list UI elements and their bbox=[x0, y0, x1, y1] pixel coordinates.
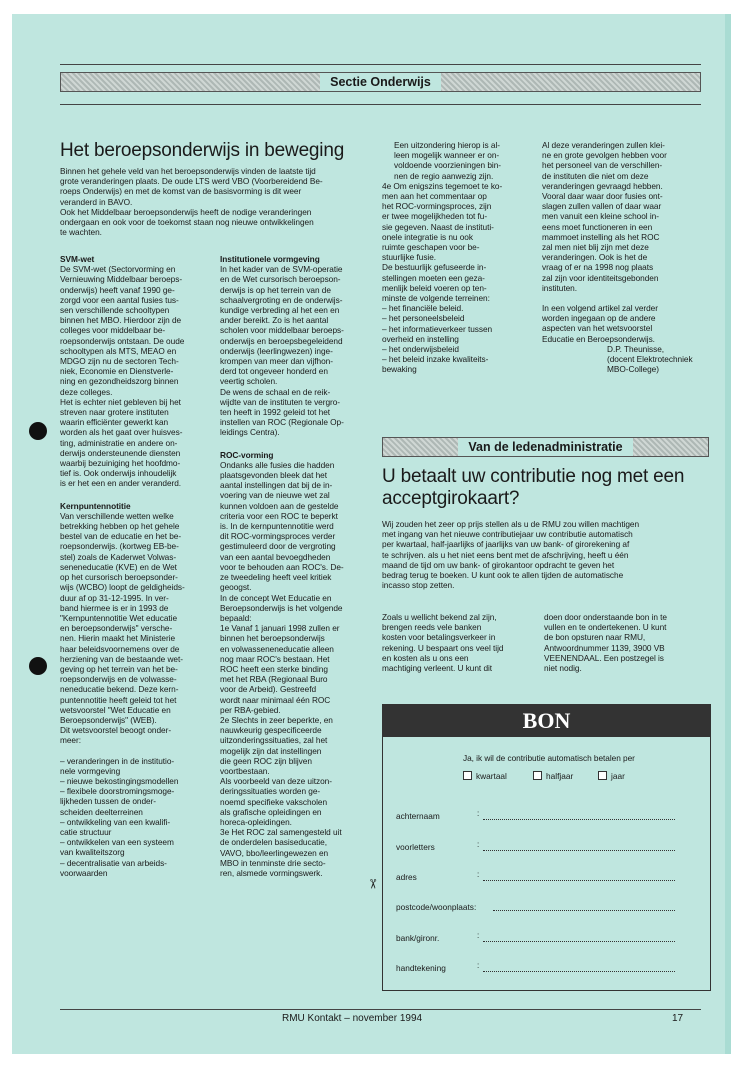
paragraph: Al deze veranderingen zullen klei- ne en grote gevolgen hebben voor het personeel van de verschillen- de instituten die niet om deze veranderingen gevraagd hebben. Vooral daar waar door fusies ont- slagen zullen vallen of daar waar men vanuit een kleine school in- eens moet functioneren in een mammoet instelling als het ROC zal men niet blij zijn met deze veranderingen. Ook is het de vraag of er na 1998 nog plaats zal zijn voor identiteitsgebonden instituten. bbox=[542, 140, 667, 293]
paragraph: Zoals u wellicht bekend zal zijn, brengen reeds vele banken kosten voor betalingsverkeer in rekening. U bespaart ons veel tijd en kosten als u ons een machtiging verleent. U kunt dit bbox=[382, 612, 504, 674]
paragraph: doen door onderstaande bon in te vullen en te ondertekenen. U kunt de bon opsturen naar RMU, Antwoordnummer 1139, 3900 VB VEENENDAAL. Een postzegel is niet nodig. bbox=[544, 612, 667, 674]
field-adres-input[interactable] bbox=[483, 872, 675, 881]
punch-hole bbox=[29, 422, 47, 440]
punch-hole bbox=[29, 657, 47, 675]
paragraph: Ondanks alle fusies die hadden plaatsgevonden bleek dat het aantal instellingen dat bij de in- voering van de nieuwe wet zal kunnen voldoen aan de gestelde criteria voor een ROC te beperkt is. In de kernpuntennotitie werd dit ROC-vormingsproces verder gestimuleerd door de vergroting van een aantal bevoegdheden voor te behouden aan ROC's. De- ze tweedeling heeft veel kritiek geoogst. In de concept Wet Educatie en Beroepsonderwijs is het volgende bepaald: bbox=[220, 459, 344, 623]
scissors-icon: ✂ bbox=[365, 878, 381, 890]
footer-rule bbox=[60, 1009, 701, 1010]
subheading-kernpuntennotitie: Kernpuntennotitie bbox=[60, 500, 131, 511]
section-header-ledenadministratie bbox=[382, 437, 709, 457]
numbered-list: 1e Vanaf 1 januari 1998 zullen er binnen het beroepsonderwijs en volwasseneneducatie alleen nog maar ROC's bestaan. Het ROC heeft een sterke binding met het RBA (Regionaal Buro voor de Arbeid). Gestreefd wordt naar minimaal één ROC per RBA-gebied. 2e Slechts in zeer beperkte, en nauwkeurig gespecificeerde uitzonderingssituaties, zal het mogelijk zijn dat instellingen die geen ROC zijn blijven voortbestaan. Als voorbeeld van deze uitzon- deringssituaties worden ge- noemd specifieke vakscholen als grafische opleidingen en horeca-opleidingen. 3e Het ROC zal samengesteld uit de onderdelen basiseducatie, VAVO, bbo/leerlingewezen en MBO in tenminste drie secto- ren, alsmede vormingswerk. bbox=[220, 623, 342, 878]
field-label-achternaam: achternaam bbox=[396, 811, 440, 821]
bon-coupon: BON Ja, ik wil de contributie automatisch betalen per kwartaal halfjaar jaar achternaam : voorletters : adres : postcode/woonplaats: bank/gironr. : handtekening : bbox=[382, 704, 711, 991]
magazine-page bbox=[12, 14, 731, 1054]
paragraph: Een uitzondering hierop is al- leen mogelijk wanneer er on- voldoende voorzieningen bin- nen de regio aanwezig zijn. bbox=[394, 140, 501, 181]
page-number: 17 bbox=[672, 1013, 684, 1024]
subheading-institutionele-vormgeving: Institutionele vormgeving bbox=[220, 254, 320, 264]
author-signature: D.P. Theunisse, (docent Elektrotechniek MBO-College) bbox=[607, 343, 693, 375]
field-achternaam-input[interactable] bbox=[483, 811, 675, 820]
paragraph: In het kader van de SVM-operatie en de Wet cursorisch beroepson- derwijs is op het terrein van de schaalvergroting en de onderwijs- kundige verbreding al het een en ander bereikt. Zo is het aantal scholen voor middelbaar beroeps- onderwijs en beroepsbegeleidend onderwijs (leerlingwezen) inge- krompen van meer dan vijfhon- derd tot ongeveer honderd en veertig scholen. De wens de schaal en de reik- wijdte van de instituten te vergro- ten heeft in 1992 geleid tot het instellen van ROC (Regionale Op- leidings Centra). bbox=[220, 264, 344, 438]
paragraph: Van verschillende wetten welke betrekking hebben op het gehele bestel van de educatie en het be- roepsonderwijs. (kortweg EB-be- stel) zoals de Kaderwet Volwas- seneneducatie (KVE) en de Wet op het cursorisch beroepsonder- wijs (WCBO) loopt de geldigheids- duur af op 31-12-1995. In ver- band hiermee is er in 1993 de "Kernpuntennotitie Wet educatie en beroepsonderwijs" versche- nen. Hierin maakt het Ministerie haar beleidsvoornemens over de herziening van de bestaande wet- geving op het terrein van het be- roepsonderwijs en de volwasse- neneducatie bekend. Deze kern- puntennotitie heeft geleid tot het wetsvoorstel "Wet Educatie en Beroepsonderwijs" (WEB). Dit wetsvoorstel beoogt onder- meer: bbox=[60, 510, 185, 746]
option-kwartaal[interactable]: kwartaal bbox=[463, 771, 507, 781]
footer-title: RMU Kontakt – november 1994 bbox=[282, 1013, 423, 1024]
field-label-handtekening: handtekening bbox=[396, 963, 446, 973]
article-title: Het beroepsonderwijs in beweging bbox=[60, 140, 345, 161]
field-label-voorletters: voorletters bbox=[396, 842, 435, 852]
paragraph: De SVM-wet (Sectorvorming en Vernieuwing Middelbaar beroeps- onderwijs) heeft vanaf 1990 ge- zorgd voor een aantal fusies tus- sen verschillende schooltypen binnen het MBO. Hierdoor zijn de colleges voor middelbaar be- roepsonderwijs ontstaan. De oude schooltypen als MTS, MEAO en MDGO zijn nu de sectoren Tech- niek, Economie en Dienstverle- ning en gezondheidszorg binnen deze colleges. Het is echter niet gebleven bij het streven naar grotere instituten waarin efficiënter gewerkt kan worden als het gaat over huisves- ting, administratie en andere on- derwijs ondersteunende diensten waarbij bezuiniging het hoofdmo- tief is. Ook onderwijs inhoudelijk is er het een en ander veranderd. bbox=[60, 264, 185, 489]
section-title: Van de ledenadministratie bbox=[458, 438, 632, 456]
field-voorletters-input[interactable] bbox=[483, 842, 675, 851]
column-2 bbox=[220, 254, 380, 878]
field-label-bank: bank/gironr. bbox=[396, 933, 440, 943]
field-bank-input[interactable] bbox=[483, 933, 675, 942]
column-1 bbox=[60, 254, 218, 878]
column-3 bbox=[382, 140, 537, 375]
field-handtekening-input[interactable] bbox=[483, 963, 675, 972]
bon-title: BON bbox=[383, 705, 710, 737]
checkbox[interactable] bbox=[463, 771, 472, 780]
article-title: U betaalt uw contributie nog met een acceptgirokaart? bbox=[382, 466, 685, 509]
checkbox[interactable] bbox=[533, 771, 542, 780]
section-title: Sectie Onderwijs bbox=[320, 73, 441, 91]
article-intro: Wij zouden het zeer op prijs stellen als u de RMU zou willen machtigen met ingang van het nieuwe contributiejaar uw contributie automatisch per kwartaal, half-jaarlijks of jaarlijks van uw bank- of girorekening af te schrijven. als u het niet eens bent met de afschrijving, heeft u één maand de tijd om uw bank- of girokantoor opdracht te geven het bedrag terug te boeken. U kunt ook te allen tijden de automatische incasso stop zetten. bbox=[382, 519, 640, 591]
article-intro: Binnen het gehele veld van het beroepsonderwijs vinden de laatste tijd grote veranderingen plaats. De oude LTS werd VBO (Voorbereidend Be- roeps Onderwijs) en met de komst van de basisvorming is dit weer veranderd in BAVO. Ook het Middelbaar beroepsonderwijs heeft de nodige veranderingen ondergaan en ook voor de toekomst staan nog nieuwe ontwikkelingen te wachten. bbox=[60, 166, 323, 238]
field-postcode-input[interactable] bbox=[493, 902, 675, 911]
field-label-postcode: postcode/woonplaats: bbox=[396, 902, 477, 912]
header-rule bbox=[60, 104, 701, 105]
subheading-roc-vorming: ROC-vorming bbox=[220, 449, 274, 460]
bullet-list: – veranderingen in de institutio- nele vormgeving – nieuwe bekostingingsmodellen – flexibele doorstromingsmoge- lijkheden tussen de onder- scheiden deelterreinen – ontwikkeling van een kwalifi- catie structuur – ontwikkelen van een systeem van kwaliteitszorg – decentralisatie van arbeids- voorwaarden bbox=[60, 755, 179, 878]
bon-statement: Ja, ik wil de contributie automatisch betalen per bbox=[463, 753, 635, 763]
option-jaar[interactable]: jaar bbox=[598, 771, 625, 781]
column-4 bbox=[542, 140, 707, 374]
numbered-list: 4e Om enigszins tegemoet te ko- men aan het commentaar op het ROC-vormingsproces, zijn er twee mogelijkheden tot fu- sie gegeven. Naast de instituti- onele integratie is nu ook ruimte geschapen voor be- stuurlijke fusie. De bestuurlijk gefuseerde in- stellingen moeten een geza- menlijk beleid voeren op ten- minste de volgende terreinen: – het financiële beleid. – het personeelsbeleid – het informatieverkeer tussen overheid en instelling – het onderwijsbeleid – het beleid inzake kwaliteits- bewaking bbox=[382, 180, 503, 375]
field-label-adres: adres bbox=[396, 872, 417, 882]
subheading-svm-wet: SVM-wet bbox=[60, 254, 95, 264]
top-rule bbox=[60, 64, 701, 65]
paragraph: In een volgend artikel zal verder worden ingegaan op de andere aspecten van het wetsvoorstel Educatie en Beroepsonderwijs. bbox=[542, 303, 658, 344]
option-halfjaar[interactable]: halfjaar bbox=[533, 771, 573, 781]
section-header-onderwijs bbox=[60, 72, 701, 92]
checkbox[interactable] bbox=[598, 771, 607, 780]
